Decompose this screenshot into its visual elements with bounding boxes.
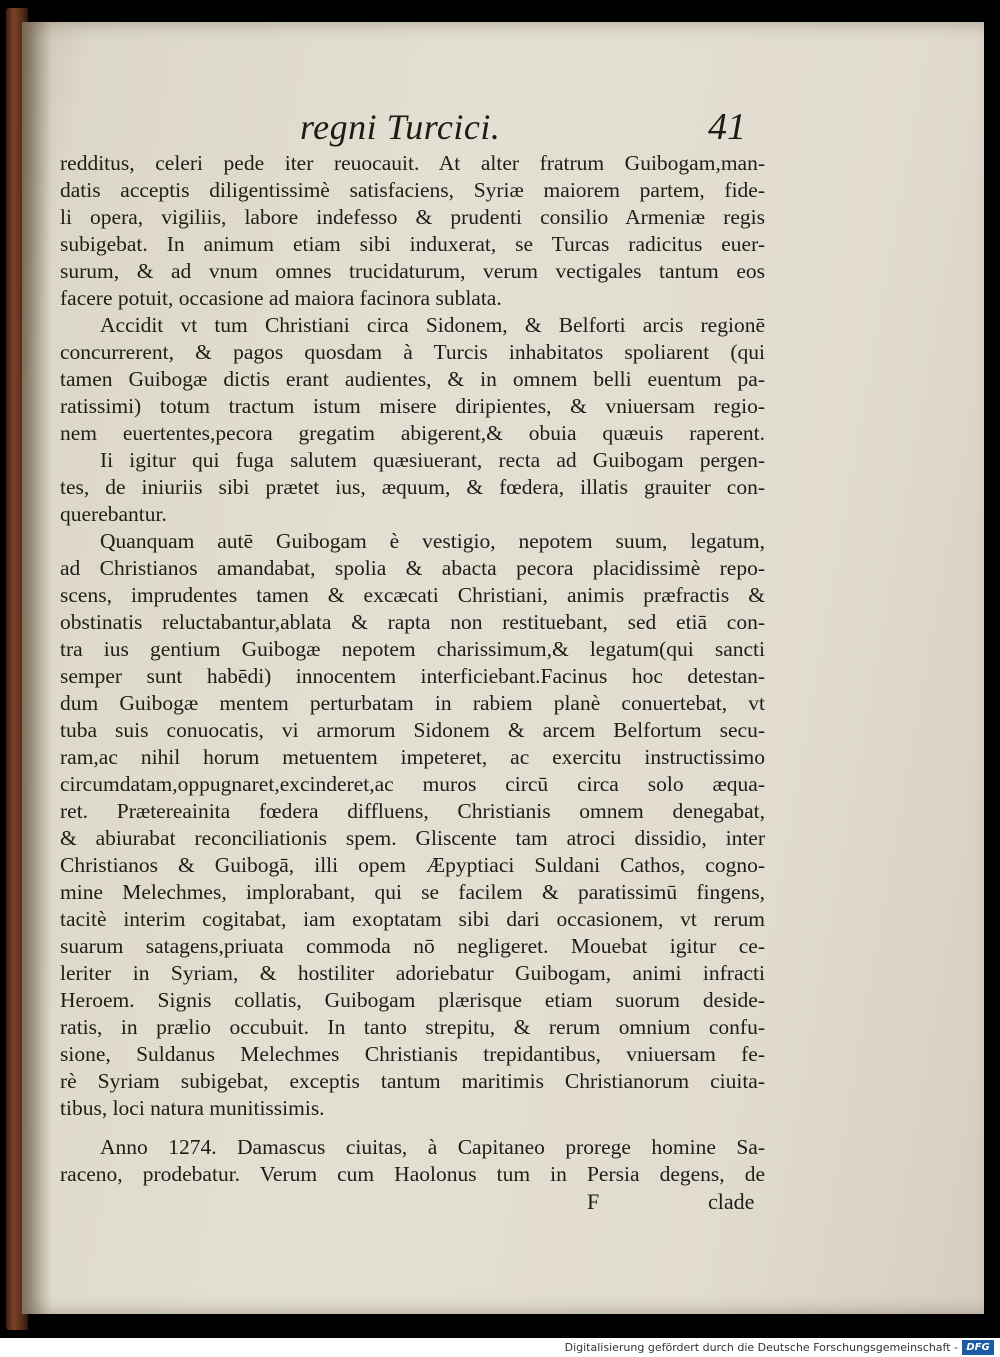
text-line: datis acceptis diligentissimè satisfaciens, Syriæ maiorem partem, fide- (60, 178, 765, 202)
text-line: obstinatis reluctabantur,ablata & rapta non restituebant, sed etiā con- (60, 610, 765, 634)
text-line: surum, & ad vnum omnes trucidaturum, verum vectigales tantum eos (60, 259, 765, 283)
text-line: ret. Prætereainita fœdera diffluens, Christianis omnem denegabat, (60, 799, 765, 823)
text-line: & abiurabat reconciliationis spem. Gliscente tam atroci dissidio, inter (60, 826, 765, 850)
text-line: concurrerent, & pagos quosdam à Turcis inhabitatos spoliarent (qui (60, 340, 765, 364)
text-line: Ii igitur qui fuga salutem quæsiuerant, recta ad Guibogam pergen- (100, 448, 765, 472)
text-line: tuba suis conuocatis, vi armorum Sidonem & arcem Belfortum secu- (60, 718, 765, 742)
text-line: scens, imprudentes tamen & excæcati Christiani, animis præfractis & (60, 583, 765, 607)
catchword: clade (708, 1189, 755, 1214)
text-line: tamen Guibogæ dictis erant audientes, & in omnem belli euentum pa- (60, 367, 765, 391)
text-line: tibus, loci natura munitissimis. (60, 1096, 325, 1120)
text-line: Accidit vt tum Christiani circa Sidonem, & Belforti arcis regionē (100, 313, 765, 337)
text-line: semper sunt habēdi) innocentem interficiebant.Facinus hoc detestan- (60, 664, 765, 688)
text-line: circumdatam,oppugnaret,excinderet,ac muros circū circa solo æqua- (60, 772, 765, 796)
running-head: regni Turcici. (300, 107, 501, 147)
text-line: dum Guibogæ mentem perturbatam in rabiem planè conuertebat, vt (60, 691, 765, 715)
dfg-logo: DFG (962, 1340, 994, 1355)
text-line: Heroem. Signis collatis, Guibogam plærisque etiam suorum desidе- (60, 988, 765, 1012)
text-line: facere potuit, occasione ad maiora facinora sublata. (60, 286, 502, 310)
footer-credit: Digitalisierung gefördert durch die Deutsche Forschungsgemeinschaft - (564, 1341, 958, 1354)
signature-mark: F (587, 1189, 600, 1214)
text-line: sione, Suldanus Melechmes Christianis trepidantibus, vniuersam fe- (60, 1042, 765, 1066)
spine-shadow (22, 22, 52, 1314)
text-line: subigebat. In animum etiam sibi induxerat, se Turcas radicitus euer- (60, 232, 765, 256)
text-line: tra ius gentium Guibogæ nepotem charissimum,& legatum(qui sancti (60, 637, 765, 661)
footer-bar (0, 1338, 1000, 1357)
text-line: li opera, vigiliis, labore indefesso & prudenti consilio Armeniæ regis (60, 205, 765, 229)
text-line: raceno, prodebatur. Verum cum Haolonus tum in Persia degens, de (60, 1162, 765, 1186)
text-line: redditus, celeri pede iter reuocauit. At alter fratrum Guibogam,man- (60, 151, 765, 175)
text-line: ratis, in prælio occubuit. In tanto strepitu, & rerum omnium confu- (60, 1015, 765, 1039)
text-line: nem euertentes,pecora gregatim abigerent,& obuia quæuis raperent. (60, 421, 765, 445)
text-line: Anno 1274. Damascus ciuitas, à Capitaneo prorege homine Sa- (100, 1135, 765, 1159)
text-line: leriter in Syriam, & hostiliter adoriebatur Guibogam, animi infracti (60, 961, 765, 985)
text-line: ram,ac nihil horum metuentem impeteret, ac exercitu instructissimo (60, 745, 765, 769)
text-line: ratissimi) totum tractum istum misere diripientes, & vniuersam regio- (60, 394, 765, 418)
text-line: Quanquam autē Guibogam è vestigio, nepotem suum, legatum, (100, 529, 765, 553)
text-line: ad Christianos amandabat, spolia & abacta pecora placidissimè repo- (60, 556, 765, 580)
text-line: rè Syriam subigebat, exceptis tantum maritimis Christianorum ciuita- (60, 1069, 765, 1093)
text-line: tes, de iniuriis sibi prætet ius, æquum, & fœdera, illatis grauiter con- (60, 475, 765, 499)
text-line: Christianos & Guibogā, illi opem Æpyptiaci Suldani Cathos, cogno- (60, 853, 765, 877)
text-line: querebantur. (60, 502, 167, 526)
page-number: 41 (708, 106, 746, 148)
text-line: tacitè interim cogitabat, iam exoptatam sibi dari occasionem, vt rerum (60, 907, 765, 931)
text-line: suarum satagens,priuata commoda nō negligeret. Mouebat igitur ce- (60, 934, 765, 958)
text-line: mine Melechmes, implorabant, qui se facilem & paratissimū fingens, (60, 880, 765, 904)
